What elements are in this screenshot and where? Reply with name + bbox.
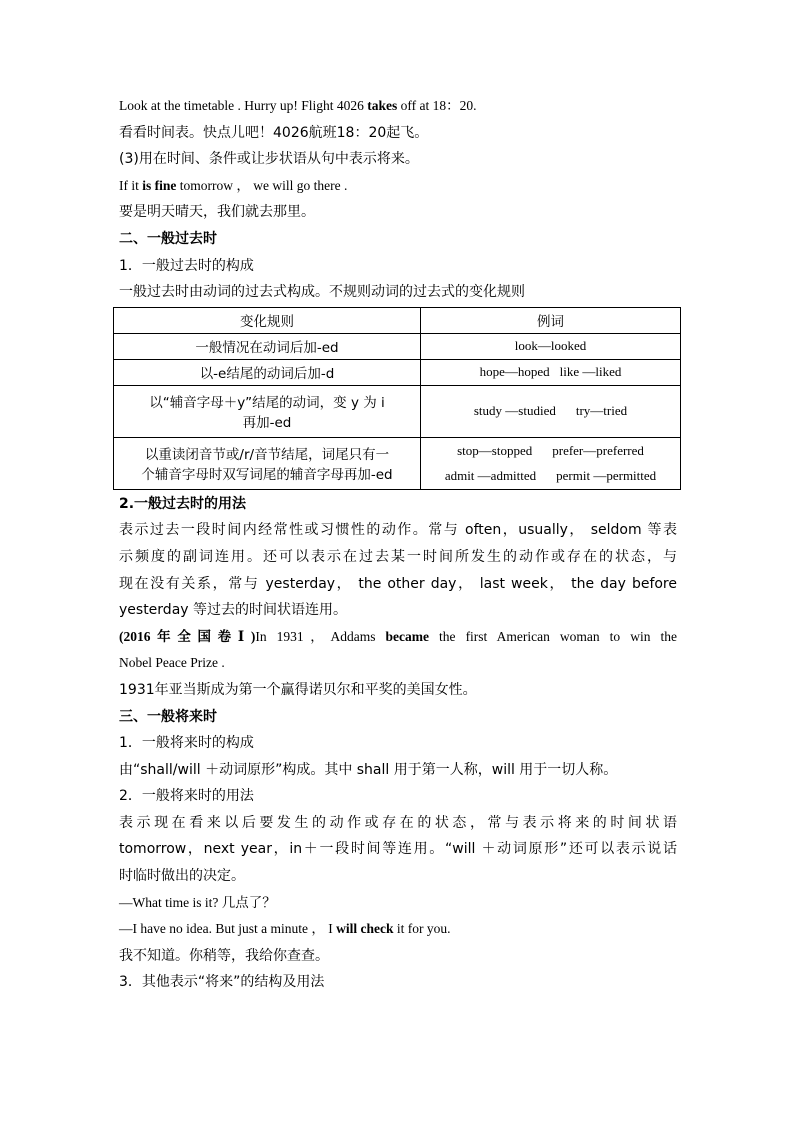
usage-paragraph-line: 时临时做出的决定。 bbox=[119, 868, 245, 885]
dialogue-line-2: —I have no idea. But just a minute ， I will check it for you. bbox=[119, 921, 451, 937]
formation-text: 由“shall/will ＋动词原形”构成。其中 shall 用于第一人称，will 用于一切人称。 bbox=[119, 761, 618, 778]
table-header-cell: 变化规则 bbox=[114, 307, 421, 333]
usage-paragraph-line: 现在没有关系，常与 yesterday， the other day， last week， the day before bbox=[119, 575, 677, 592]
example-sentence-continued: Nobel Peace Prize . bbox=[119, 655, 225, 671]
table-header-row bbox=[114, 307, 681, 333]
subheading-usage: 2．一般将来时的用法 bbox=[119, 788, 254, 805]
bold-verb: is fine bbox=[142, 177, 177, 193]
subheading-usage: 2.一般过去时的用法 bbox=[119, 495, 247, 512]
intro-text: 一般过去时由动词的过去式构成。不规则动词的过去式的变化规则 bbox=[119, 284, 525, 301]
table-row bbox=[114, 437, 681, 489]
table-cell-rule: 以“辅音字母＋y”结尾的动词，变 y 为 i 再加-ed bbox=[114, 385, 421, 437]
example-translation: 看看时间表。快点儿吧！4026航班18：20起飞。 bbox=[119, 124, 429, 141]
dialogue-translation: 我不知道。你稍等，我给你查查。 bbox=[119, 947, 329, 964]
table-row bbox=[114, 385, 681, 437]
table-cell-example: study —studied try—tried bbox=[421, 385, 681, 437]
section-heading-past-tense: 二、一般过去时 bbox=[119, 230, 217, 247]
table-row bbox=[114, 333, 681, 359]
usage-paragraph-line: yesterday 等过去的时间状语连用。 bbox=[119, 602, 348, 619]
usage-paragraph-line: 表示现在看来以后要发生的动作或存在的状态，常与表示将来的时间状语 bbox=[119, 814, 677, 831]
bold-verb: takes bbox=[367, 98, 398, 113]
example-sentence-became: (2016年全国卷Ⅰ)In 1931，Addams became the first American woman to win the bbox=[119, 628, 677, 644]
example-sentence-takes: Look at the timetable . Hurry up! Flight 4026 takes off at 18：20. bbox=[119, 98, 477, 113]
subheading-formation: 1．一般过去时的构成 bbox=[119, 257, 254, 274]
example-translation: 要是明天晴天，我们就去那里。 bbox=[119, 204, 315, 221]
exam-source: (2016年全国卷Ⅰ) bbox=[119, 628, 256, 644]
table-cell-example: hope—hoped like —liked bbox=[421, 359, 681, 385]
table-row bbox=[114, 359, 681, 385]
table-cell-rule: 以-e结尾的动词后加-d bbox=[114, 359, 421, 385]
table-cell-example: look—looked bbox=[421, 333, 681, 359]
table-cell-example: stop—stopped prefer—preferred admit —admitted permit —permitted bbox=[421, 437, 681, 489]
document-page bbox=[119, 93, 677, 996]
usage-paragraph-line: 示频度的副词连用。还可以表示在过去某一时间所发生的动作或存在的状态，与 bbox=[119, 548, 677, 565]
section-heading-future-tense: 三、一般将来时 bbox=[119, 708, 217, 725]
example-sentence-is-fine: If it is fine tomorrow ， we will go there . bbox=[119, 177, 348, 193]
bold-verb: will check bbox=[336, 921, 394, 937]
usage-paragraph-line: tomorrow，next year，in＋一段时间等连用。“will ＋动词原形”还可以表示说话 bbox=[119, 841, 677, 858]
bold-verb: became bbox=[385, 628, 429, 644]
table-cell-rule: 一般情况在动词后加-ed bbox=[114, 333, 421, 359]
table-cell-rule: 以重读闭音节或/r/音节结尾，词尾只有一 个辅音字母时双写词尾的辅音字母再加-ed bbox=[114, 437, 421, 489]
example-translation: 1931年亚当斯成为第一个赢得诺贝尔和平奖的美国女性。 bbox=[119, 681, 477, 698]
table-header-cell: 例词 bbox=[421, 307, 681, 333]
dialogue-line-1: —What time is it? 几点了？ bbox=[119, 894, 276, 910]
usage-paragraph-line: 表示过去一段时间内经常性或习惯性的动作。常与 often，usually， seldom 等表 bbox=[119, 522, 677, 539]
rule-3: (3)用在时间、条件或让步状语从句中表示将来。 bbox=[119, 151, 419, 168]
subheading-other-future: 3．其他表示“将来”的结构及用法 bbox=[119, 974, 325, 991]
subheading-formation: 1．一般将来时的构成 bbox=[119, 735, 254, 752]
irregular-verb-table bbox=[113, 307, 681, 490]
